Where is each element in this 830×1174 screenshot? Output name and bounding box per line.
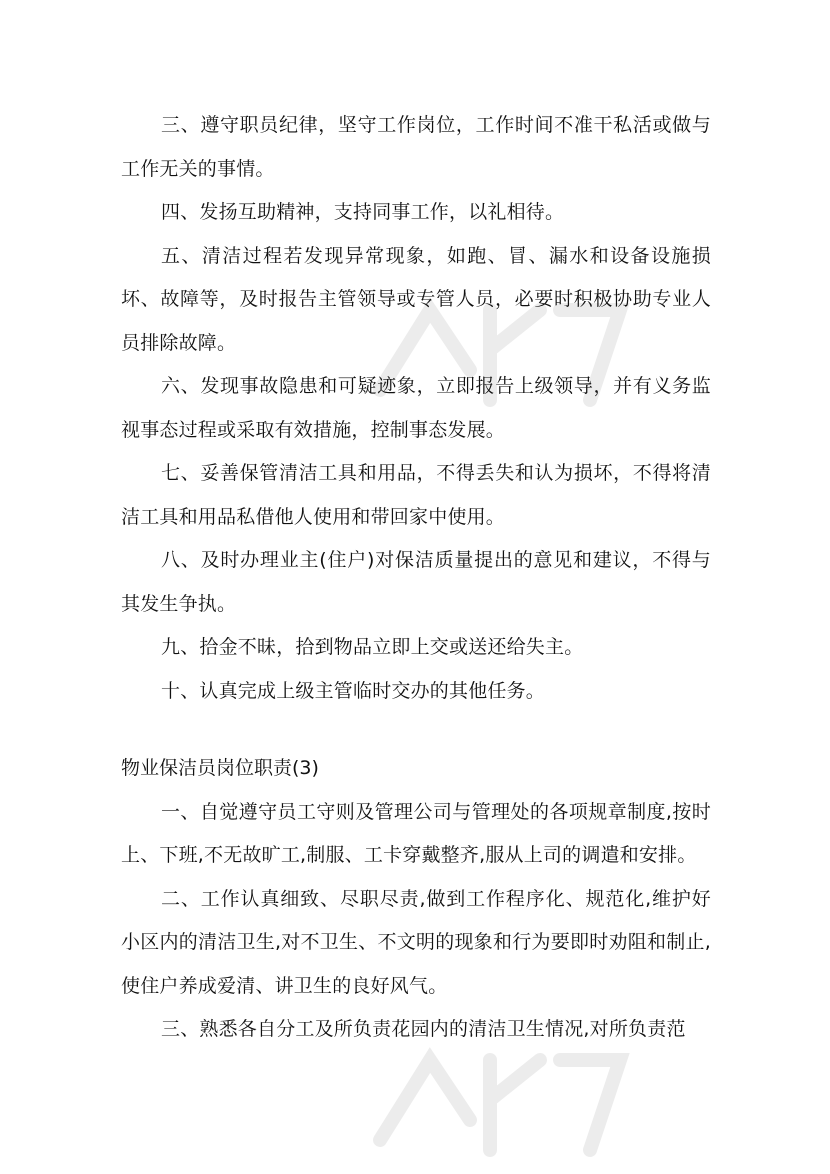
- section-title: 物业保洁员岗位职责(3): [121, 757, 319, 779]
- section-spacer: [121, 713, 711, 747]
- paragraph-rule-10: 十、认真完成上级主管临时交办的其他任务。: [161, 679, 546, 702]
- paragraph-rule-6: 六、发现事故隐患和可疑迹象，立即报告上级领导，并有义务监视事态过程或采取有效措施，控制事态发展。: [121, 375, 711, 441]
- paragraph-duty-3: 三、熟悉各自分工及所负责花园内的清洁卫生情况,对所负责范: [161, 1018, 686, 1040]
- paragraph-rule-8: 八、及时办理业主(住户)对保洁质量提出的意见和建议，不得与其发生争执。: [121, 549, 711, 615]
- paragraph-rule-9: 九、拾金不昧，拾到物品立即上交或送还给失主。: [161, 636, 584, 658]
- paragraph-rule-4: 四、发扬互助精神，支持同事工作，以礼相待。: [161, 201, 565, 223]
- paragraph-rule-3: 三、遵守职员纪律，坚守工作岗位，工作时间不准干私活或做与工作无关的事情。: [121, 114, 711, 180]
- paragraph-rule-5: 五、清洁过程若发现异常现象，如跑、冒、漏水和设备设施损坏、故障等，及时报告主管领导或专管人员，必要时积极协助专业人员排除故障。: [121, 244, 711, 354]
- paragraph-duty-2: 二、工作认真细致、尽职尽责,做到工作程序化、规范化,维护好小区内的清洁卫生,对不卫生、不文明的现象和行为要即时劝阻和制止,使住户养成爱清、讲卫生的良好风气。: [121, 887, 711, 997]
- paragraph-duty-1: 一、自觉遵守员工守则及管理公司与管理处的各项规章制度,按时上、下班,不无故旷工,制服、工卡穿戴整齐,服从上司的调遣和安排。: [121, 800, 711, 866]
- paragraph-rule-7: 七、妥善保管清洁工具和用品，不得丢失和认为损坏，不得将清洁工具和用品私借他人使用和带回家中使用。: [121, 462, 711, 528]
- document-body: [121, 104, 711, 1052]
